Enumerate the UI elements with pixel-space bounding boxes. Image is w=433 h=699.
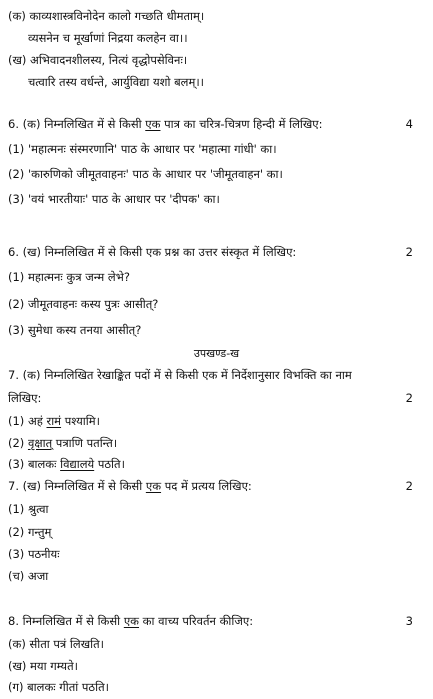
text: (क) काव्यशास्त्रविनोदेन कालो गच्छति धीमताम्।	[8, 9, 205, 23]
text: (1) महात्मनः कुत्र जन्म लेभे?	[8, 270, 130, 284]
text: व्यसनेन च मूर्खाणां निद्रया कलहेन वा।।	[28, 31, 188, 45]
text: (ख) अभिवादनशीलस्य, नित्यं वृद्धोपसेविनः।	[8, 53, 188, 67]
text: 6. (ख) निम्नलिखित में से किसी एक प्रश्न का उत्तर संस्कृत में लिखिए:	[8, 245, 297, 259]
question-6a-option-1	[8, 140, 423, 158]
question-7b-option-2	[8, 523, 423, 541]
marks: 2	[405, 479, 413, 493]
text: 6. (क) निम्नलिखित में से किसी	[8, 117, 146, 131]
question-6b-option-2	[8, 295, 423, 313]
question-7b-option-1	[8, 500, 423, 518]
text: का वाच्य परिवर्तन कीजिए:	[139, 614, 254, 628]
text: (1) अहं	[8, 414, 47, 428]
question-7a-option-2	[8, 434, 423, 452]
question-8-option-2	[8, 657, 423, 675]
underlined-word: एक	[145, 117, 161, 131]
text: (1) 'महात्मनः संस्मरणानि' पाठ के आधार पर 'महात्मा गांधी' का।	[8, 142, 277, 156]
text: 7. (ख) निम्नलिखित में से किसी	[8, 479, 146, 493]
question-6a-option-2	[8, 165, 423, 183]
question-7a-heading-cont	[8, 389, 423, 407]
question-7b-option-3	[8, 545, 423, 563]
marks: 3	[405, 614, 413, 628]
text: (3) बालकः	[8, 457, 61, 471]
text: चत्वारि तस्य वर्धन्ते, आर्युविद्या यशो बलम्।।	[28, 75, 205, 89]
underlined-word: एक	[123, 614, 140, 628]
text: (च) अजा	[8, 569, 49, 583]
question-7b-heading	[8, 477, 423, 495]
text: (3) सुमेधा कस्य तनया आसीत्?	[8, 323, 142, 337]
text: (3) पठनीयः	[8, 547, 60, 561]
question-6a-option-3	[8, 190, 423, 208]
text: पत्राणि पतन्ति।	[52, 436, 118, 450]
text: पद में प्रत्यय लिखिए:	[161, 479, 252, 493]
verse-b-line-1	[8, 51, 423, 69]
marks: 4	[405, 117, 413, 131]
underlined-word: एक	[145, 479, 162, 493]
question-6b-option-3	[8, 321, 423, 339]
text: 8. निम्नलिखित में से किसी	[8, 614, 124, 628]
text: पठति।	[94, 457, 125, 471]
verse-a-line-1	[8, 7, 423, 25]
marks: 2	[405, 245, 413, 259]
underlined-word: रामं	[46, 414, 62, 428]
question-8-option-1	[8, 635, 423, 653]
text: (क) सीता पत्रं लिखति।	[8, 637, 105, 651]
verse-a-line-2	[28, 29, 423, 47]
marks: 2	[405, 391, 413, 405]
subsection-heading	[0, 345, 433, 363]
question-6b-heading	[8, 243, 423, 261]
text: पात्र का चरित्र-चित्रण हिन्दी में लिखिए:	[160, 117, 323, 131]
text: (ग) बालकः गीतां पठति।	[8, 680, 110, 694]
question-8-heading	[8, 612, 423, 630]
question-6b-option-1	[8, 268, 423, 286]
text: (2) 'कारुणिको जीमूतवाहनः' पाठ के आधार पर 'जीमूतवाहन' का।	[8, 167, 283, 181]
text: (ख) मया गम्यते।	[8, 659, 79, 673]
underlined-word: वृक्षात्	[27, 436, 53, 450]
question-7a-option-3	[8, 455, 423, 473]
question-6a-heading	[8, 115, 423, 133]
text: 7. (क) निम्नलिखित रेखाङ्कित पदों में से किसी एक में निर्देशानुसार विभक्ति का नाम	[8, 368, 352, 382]
text: (2) गन्तुम्	[8, 525, 52, 539]
text: (2) जीमूतवाहनः कस्य पुत्रः आसीत्?	[8, 297, 159, 311]
verse-b-line-2	[28, 73, 423, 91]
text: उपखण्ड-ख	[193, 347, 240, 360]
text: लिखिए:	[8, 391, 42, 405]
text: (1) श्रुत्वा	[8, 502, 49, 516]
question-7b-option-4	[8, 567, 423, 585]
text: (2)	[8, 436, 28, 450]
text: (3) 'वयं भारतीयाः' पाठ के आधार पर 'दीपक' का।	[8, 192, 220, 206]
underlined-word: विद्यालये	[60, 457, 95, 471]
question-7a-heading	[8, 366, 423, 384]
question-8-option-3	[8, 678, 423, 696]
question-7a-option-1	[8, 412, 423, 430]
text: पश्यामि।	[61, 414, 100, 428]
